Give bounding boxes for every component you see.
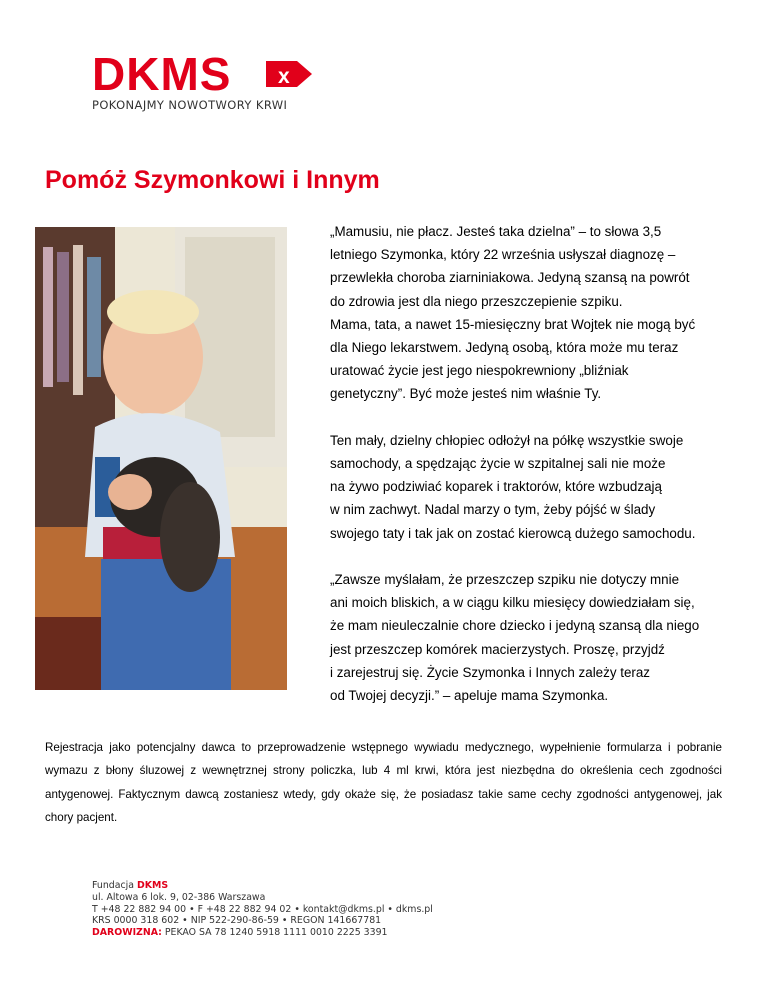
story-line: ani moich bliskich, a w ciągu kilku miesięcy dowiedziałam się, bbox=[330, 595, 695, 611]
registration-info: Rejestracja jako potencjalny dawca to przeprowadzenie wstępnego wywiadu medycznego, wypełnienie formularza i pobranie wymazu z błony śluzowej z wewnętrznej strony policzka, lub 4 ml krwi, która jest niezbędna do określenia cech zgodności antygenowej. Faktycznym dawcą zostaniesz wtedy, gdy okaże się, że posiadasz takie same cechy zgodności antygenowej, jak chory pacjent. bbox=[45, 741, 722, 824]
logo-tagline: POKONAJMY NOWOTWORY KRWI bbox=[92, 98, 288, 112]
story-line: samochody, a spędzając życie w szpitalnej sali nie może bbox=[330, 456, 666, 472]
footer-donation-label: DAROWIZNA: bbox=[92, 927, 162, 939]
page-title: Pomóż Szymonkowi i Innym bbox=[45, 166, 380, 194]
child-with-puppy-photo bbox=[35, 227, 287, 690]
story-line: i zarejestruj się. Życie Szymonka i Innych zależy teraz bbox=[330, 664, 651, 680]
story-line: w nim zachwyt. Nadal marzy o tym, żeby pójść w ślady bbox=[330, 502, 656, 518]
story-line: „Mamusiu, nie płacz. Jesteś taka dzielna” – to słowa 3,5 bbox=[330, 224, 662, 239]
story-line: dla Niego lekarstwem. Jedyną osobą, która może mu teraz bbox=[330, 340, 679, 356]
story-text bbox=[330, 220, 730, 730]
story-line: przewlekła choroba ziarniniakowa. Jedyną szansą na powrót bbox=[330, 270, 690, 286]
story-paragraph-2 bbox=[330, 429, 730, 545]
story-line: na żywo podziwiać koparek i traktorów, które wzbudzają bbox=[330, 479, 662, 495]
dkms-logo-mark bbox=[92, 52, 322, 94]
story-line: do zdrowia jest dla niego przeszczepienie szpiku. bbox=[330, 293, 623, 309]
story-line: „Zawsze myślałam, że przeszczep szpiku nie dotyczy mnie bbox=[330, 572, 680, 588]
story-line: Mama, tata, a nawet 15-miesięczny brat Wojtek nie mogą być bbox=[330, 316, 696, 332]
story-line: jest przeszczep komórek macierzystych. Proszę, przyjdź bbox=[330, 641, 665, 657]
story-line: że mam nieuleczalnie chore dziecko i jedyną szansą dla niego bbox=[330, 618, 700, 634]
footer-contact-line: T +48 22 882 94 00 • F +48 22 882 94 02 • kontakt@dkms.pl • dkms.pl bbox=[92, 903, 433, 915]
dkms-logo bbox=[92, 52, 322, 114]
story-line: swojego taty i tak jak on zostać kierowcą dużego samochodu. bbox=[330, 525, 696, 541]
svg-text:x: x bbox=[278, 65, 290, 88]
story-line: genetyczny”. Być może jesteś nim właśnie Ty. bbox=[330, 386, 602, 402]
footer-contact bbox=[92, 880, 433, 939]
story-line: uratować życie jest jego niespokrewniony „bliźniak bbox=[330, 363, 629, 379]
story-line: letniego Szymonka, który 22 września usłyszał diagnozę – bbox=[330, 247, 676, 263]
footer-foundation bbox=[92, 880, 433, 892]
footer-registry: KRS 0000 318 602 • NIP 522-290-86-59 • REGON 141667781 bbox=[92, 915, 382, 927]
footer-address: ul. Altowa 6 lok. 9, 02-386 Warszawa bbox=[92, 891, 266, 903]
svg-text:DKMS: DKMS bbox=[92, 52, 232, 94]
footer-donation-account: PEKAO SA 78 1240 5918 1111 0010 2225 3391 bbox=[161, 927, 388, 939]
footer-foundation-prefix: Fundacja bbox=[92, 880, 137, 891]
footer-donation bbox=[92, 927, 433, 939]
story-line: od Twojej decyzji.” – apeluje mama Szymonka. bbox=[330, 688, 609, 704]
story-line: Ten mały, dzielny chłopiec odłożył na półkę wszystkie swoje bbox=[330, 432, 684, 448]
story-paragraph-3 bbox=[330, 568, 730, 707]
story-paragraph-1 bbox=[330, 220, 730, 406]
footer-foundation-name: DKMS bbox=[136, 880, 169, 891]
